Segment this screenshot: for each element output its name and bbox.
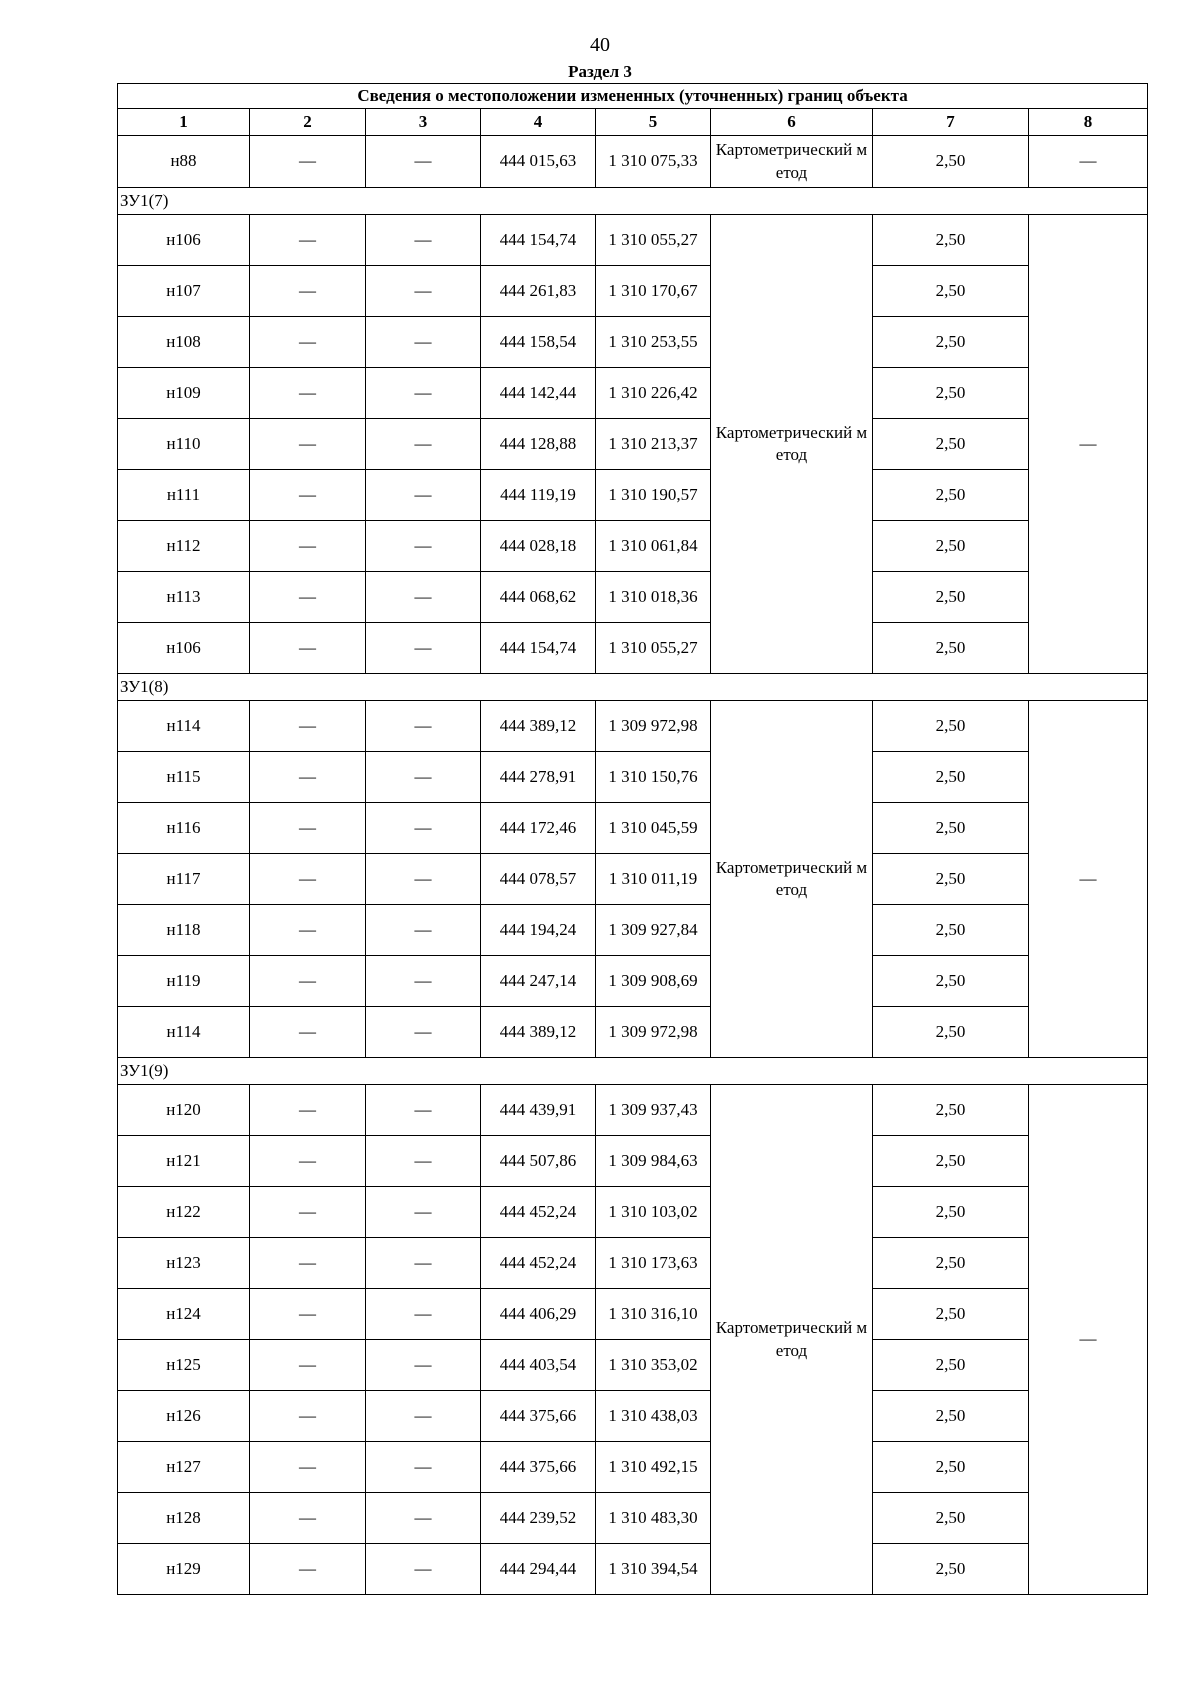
x-coordinate-cell: 444 154,74 (481, 623, 596, 674)
column-3-cell: — (366, 854, 481, 905)
y-coordinate-cell: 1 310 170,67 (596, 266, 711, 317)
column-number: 6 (711, 109, 873, 136)
method-cell: Картометрический метод (711, 701, 873, 1058)
table-row (118, 1085, 1148, 1136)
table-row (118, 752, 1148, 803)
y-coordinate-cell: 1 310 011,19 (596, 854, 711, 905)
column-2-cell: — (250, 752, 366, 803)
column-2-cell: — (250, 1544, 366, 1595)
point-name-cell: н122 (118, 1187, 250, 1238)
x-coordinate-cell: 444 389,12 (481, 1007, 596, 1058)
point-name-cell: н111 (118, 470, 250, 521)
x-coordinate-cell: 444 507,86 (481, 1136, 596, 1187)
table-row (118, 572, 1148, 623)
precision-cell: 2,50 (873, 1544, 1029, 1595)
method-cell: Картометрический метод (711, 215, 873, 674)
precision-cell: 2,50 (873, 266, 1029, 317)
table-row (118, 905, 1148, 956)
table-row (118, 623, 1148, 674)
column-2-cell: — (250, 1085, 366, 1136)
column-3-cell: — (366, 1391, 481, 1442)
point-name-cell: н116 (118, 803, 250, 854)
x-coordinate-cell: 444 142,44 (481, 368, 596, 419)
y-coordinate-cell: 1 310 483,30 (596, 1493, 711, 1544)
column-2-cell: — (250, 215, 366, 266)
column-3-cell: — (366, 266, 481, 317)
y-coordinate-cell: 1 309 937,43 (596, 1085, 711, 1136)
precision-cell: 2,50 (873, 1340, 1029, 1391)
x-coordinate-cell: 444 403,54 (481, 1340, 596, 1391)
precision-cell: 2,50 (873, 1391, 1029, 1442)
x-coordinate-cell: 444 439,91 (481, 1085, 596, 1136)
precision-cell: 2,50 (873, 1493, 1029, 1544)
column-8-cell: — (1029, 1085, 1148, 1595)
table-row (118, 470, 1148, 521)
column-2-cell: — (250, 1340, 366, 1391)
precision-cell: 2,50 (873, 368, 1029, 419)
column-3-cell: — (366, 956, 481, 1007)
table-row (118, 1442, 1148, 1493)
point-name-cell: н118 (118, 905, 250, 956)
x-coordinate-cell: 444 172,46 (481, 803, 596, 854)
column-3-cell: — (366, 1007, 481, 1058)
precision-cell: 2,50 (873, 623, 1029, 674)
column-3-cell: — (366, 1085, 481, 1136)
precision-cell: 2,50 (873, 1238, 1029, 1289)
coordinates-table (117, 83, 1148, 1595)
column-3-cell: — (366, 1340, 481, 1391)
x-coordinate-cell: 444 128,88 (481, 419, 596, 470)
group-label: ЗУ1(9) (118, 1058, 1148, 1085)
precision-cell: 2,50 (873, 470, 1029, 521)
y-coordinate-cell: 1 310 190,57 (596, 470, 711, 521)
x-coordinate-cell: 444 078,57 (481, 854, 596, 905)
y-coordinate-cell: 1 309 972,98 (596, 1007, 711, 1058)
table-row (118, 419, 1148, 470)
table-row (118, 1493, 1148, 1544)
y-coordinate-cell: 1 310 492,15 (596, 1442, 711, 1493)
column-3-cell: — (366, 521, 481, 572)
precision-cell: 2,50 (873, 803, 1029, 854)
column-2-cell: — (250, 266, 366, 317)
y-coordinate-cell: 1 310 394,54 (596, 1544, 711, 1595)
table-body (118, 84, 1148, 1595)
precision-cell: 2,50 (873, 521, 1029, 572)
column-number: 4 (481, 109, 596, 136)
y-coordinate-cell: 1 310 055,27 (596, 215, 711, 266)
column-number-row (118, 109, 1148, 136)
column-3-cell: — (366, 701, 481, 752)
group-label: ЗУ1(7) (118, 188, 1148, 215)
column-number: 2 (250, 109, 366, 136)
point-name-cell: н119 (118, 956, 250, 1007)
point-name-cell: н109 (118, 368, 250, 419)
point-name-cell: н129 (118, 1544, 250, 1595)
column-2-cell: — (250, 623, 366, 674)
point-name-cell: н127 (118, 1442, 250, 1493)
point-name-cell: н123 (118, 1238, 250, 1289)
column-2-cell: — (250, 1442, 366, 1493)
y-coordinate-cell: 1 310 353,02 (596, 1340, 711, 1391)
table-row (118, 266, 1148, 317)
table-row (118, 1007, 1148, 1058)
y-coordinate-cell: 1 310 226,42 (596, 368, 711, 419)
column-2-cell: — (250, 1007, 366, 1058)
column-3-cell: — (366, 1289, 481, 1340)
table-row (118, 701, 1148, 752)
column-3-cell: — (366, 752, 481, 803)
y-coordinate-cell: 1 310 213,37 (596, 419, 711, 470)
x-coordinate-cell: 444 375,66 (481, 1442, 596, 1493)
column-2-cell: — (250, 1289, 366, 1340)
x-coordinate-cell: 444 028,18 (481, 521, 596, 572)
column-2-cell: — (250, 317, 366, 368)
precision-cell: 2,50 (873, 1187, 1029, 1238)
point-name-cell: н110 (118, 419, 250, 470)
x-coordinate-cell: 444 194,24 (481, 905, 596, 956)
table-caption-row (118, 84, 1148, 109)
x-coordinate-cell: 444 015,63 (481, 136, 596, 188)
column-2-cell: — (250, 1493, 366, 1544)
column-number: 3 (366, 109, 481, 136)
column-3-cell: — (366, 1187, 481, 1238)
table-row (118, 1136, 1148, 1187)
x-coordinate-cell: 444 119,19 (481, 470, 596, 521)
point-name-cell: н120 (118, 1085, 250, 1136)
column-3-cell: — (366, 317, 481, 368)
point-name-cell: н124 (118, 1289, 250, 1340)
column-number: 7 (873, 109, 1029, 136)
y-coordinate-cell: 1 310 316,10 (596, 1289, 711, 1340)
column-2-cell: — (250, 956, 366, 1007)
column-2-cell: — (250, 1391, 366, 1442)
x-coordinate-cell: 444 239,52 (481, 1493, 596, 1544)
point-name-cell: н88 (118, 136, 250, 188)
table-row (118, 317, 1148, 368)
point-name-cell: н128 (118, 1493, 250, 1544)
table-row (118, 1238, 1148, 1289)
column-3-cell: — (366, 470, 481, 521)
point-name-cell: н121 (118, 1136, 250, 1187)
y-coordinate-cell: 1 309 908,69 (596, 956, 711, 1007)
column-3-cell: — (366, 1442, 481, 1493)
x-coordinate-cell: 444 278,91 (481, 752, 596, 803)
column-3-cell: — (366, 368, 481, 419)
column-2-cell: — (250, 701, 366, 752)
point-name-cell: н126 (118, 1391, 250, 1442)
table-row (118, 854, 1148, 905)
x-coordinate-cell: 444 158,54 (481, 317, 596, 368)
y-coordinate-cell: 1 310 150,76 (596, 752, 711, 803)
precision-cell: 2,50 (873, 752, 1029, 803)
column-8-cell: — (1029, 701, 1148, 1058)
x-coordinate-cell: 444 406,29 (481, 1289, 596, 1340)
precision-cell: 2,50 (873, 1289, 1029, 1340)
precision-cell: 2,50 (873, 136, 1029, 188)
table-row (118, 1187, 1148, 1238)
column-3-cell: — (366, 803, 481, 854)
point-name-cell: н115 (118, 752, 250, 803)
table-caption: Сведения о местоположении измененных (уточненных) границ объекта (118, 84, 1148, 109)
table-row (118, 1289, 1148, 1340)
point-name-cell: н117 (118, 854, 250, 905)
x-coordinate-cell: 444 247,14 (481, 956, 596, 1007)
column-2-cell: — (250, 419, 366, 470)
table-row (118, 368, 1148, 419)
y-coordinate-cell: 1 310 173,63 (596, 1238, 711, 1289)
point-name-cell: н108 (118, 317, 250, 368)
y-coordinate-cell: 1 310 061,84 (596, 521, 711, 572)
method-cell: Картометрический метод (711, 1085, 873, 1595)
point-name-cell: н112 (118, 521, 250, 572)
point-name-cell: н114 (118, 1007, 250, 1058)
column-2-cell: — (250, 1187, 366, 1238)
x-coordinate-cell: 444 294,44 (481, 1544, 596, 1595)
precision-cell: 2,50 (873, 215, 1029, 266)
column-2-cell: — (250, 854, 366, 905)
precision-cell: 2,50 (873, 956, 1029, 1007)
column-3-cell: — (366, 215, 481, 266)
group-label: ЗУ1(8) (118, 674, 1148, 701)
column-2-cell: — (250, 470, 366, 521)
x-coordinate-cell: 444 068,62 (481, 572, 596, 623)
column-2-cell: — (250, 368, 366, 419)
y-coordinate-cell: 1 310 075,33 (596, 136, 711, 188)
column-8-cell: — (1029, 136, 1148, 188)
x-coordinate-cell: 444 452,24 (481, 1187, 596, 1238)
point-name-cell: н106 (118, 215, 250, 266)
y-coordinate-cell: 1 309 972,98 (596, 701, 711, 752)
table-row (118, 1391, 1148, 1442)
column-3-cell: — (366, 1238, 481, 1289)
column-2-cell: — (250, 572, 366, 623)
y-coordinate-cell: 1 310 103,02 (596, 1187, 711, 1238)
group-header-row (118, 188, 1148, 215)
precision-cell: 2,50 (873, 572, 1029, 623)
table-row (118, 956, 1148, 1007)
column-2-cell: — (250, 1136, 366, 1187)
precision-cell: 2,50 (873, 419, 1029, 470)
column-number: 8 (1029, 109, 1148, 136)
y-coordinate-cell: 1 309 984,63 (596, 1136, 711, 1187)
column-3-cell: — (366, 1136, 481, 1187)
method-cell: Картометрический метод (711, 136, 873, 188)
column-3-cell: — (366, 572, 481, 623)
column-3-cell: — (366, 419, 481, 470)
precision-cell: 2,50 (873, 701, 1029, 752)
column-number: 1 (118, 109, 250, 136)
point-name-cell: н125 (118, 1340, 250, 1391)
point-name-cell: н107 (118, 266, 250, 317)
table-row (118, 1544, 1148, 1595)
table-row (118, 521, 1148, 572)
table-row (118, 1340, 1148, 1391)
precision-cell: 2,50 (873, 854, 1029, 905)
section-title: Раздел 3 (568, 62, 632, 81)
point-name-cell: н106 (118, 623, 250, 674)
precision-cell: 2,50 (873, 1085, 1029, 1136)
x-coordinate-cell: 444 375,66 (481, 1391, 596, 1442)
y-coordinate-cell: 1 310 253,55 (596, 317, 711, 368)
y-coordinate-cell: 1 310 018,36 (596, 572, 711, 623)
x-coordinate-cell: 444 389,12 (481, 701, 596, 752)
group-header-row (118, 674, 1148, 701)
table-row (118, 215, 1148, 266)
x-coordinate-cell: 444 261,83 (481, 266, 596, 317)
x-coordinate-cell: 444 452,24 (481, 1238, 596, 1289)
precision-cell: 2,50 (873, 1136, 1029, 1187)
table-row (118, 136, 1148, 188)
precision-cell: 2,50 (873, 1007, 1029, 1058)
group-header-row (118, 1058, 1148, 1085)
column-number: 5 (596, 109, 711, 136)
column-3-cell: — (366, 623, 481, 674)
precision-cell: 2,50 (873, 1442, 1029, 1493)
point-name-cell: н113 (118, 572, 250, 623)
table-row (118, 803, 1148, 854)
column-3-cell: — (366, 136, 481, 188)
column-2-cell: — (250, 136, 366, 188)
column-3-cell: — (366, 1493, 481, 1544)
column-3-cell: — (366, 1544, 481, 1595)
column-2-cell: — (250, 521, 366, 572)
precision-cell: 2,50 (873, 317, 1029, 368)
column-8-cell: — (1029, 215, 1148, 674)
page-number: 40 (590, 34, 610, 56)
column-2-cell: — (250, 803, 366, 854)
x-coordinate-cell: 444 154,74 (481, 215, 596, 266)
y-coordinate-cell: 1 310 045,59 (596, 803, 711, 854)
column-2-cell: — (250, 1238, 366, 1289)
y-coordinate-cell: 1 310 438,03 (596, 1391, 711, 1442)
y-coordinate-cell: 1 310 055,27 (596, 623, 711, 674)
column-3-cell: — (366, 905, 481, 956)
precision-cell: 2,50 (873, 905, 1029, 956)
point-name-cell: н114 (118, 701, 250, 752)
column-2-cell: — (250, 905, 366, 956)
y-coordinate-cell: 1 309 927,84 (596, 905, 711, 956)
